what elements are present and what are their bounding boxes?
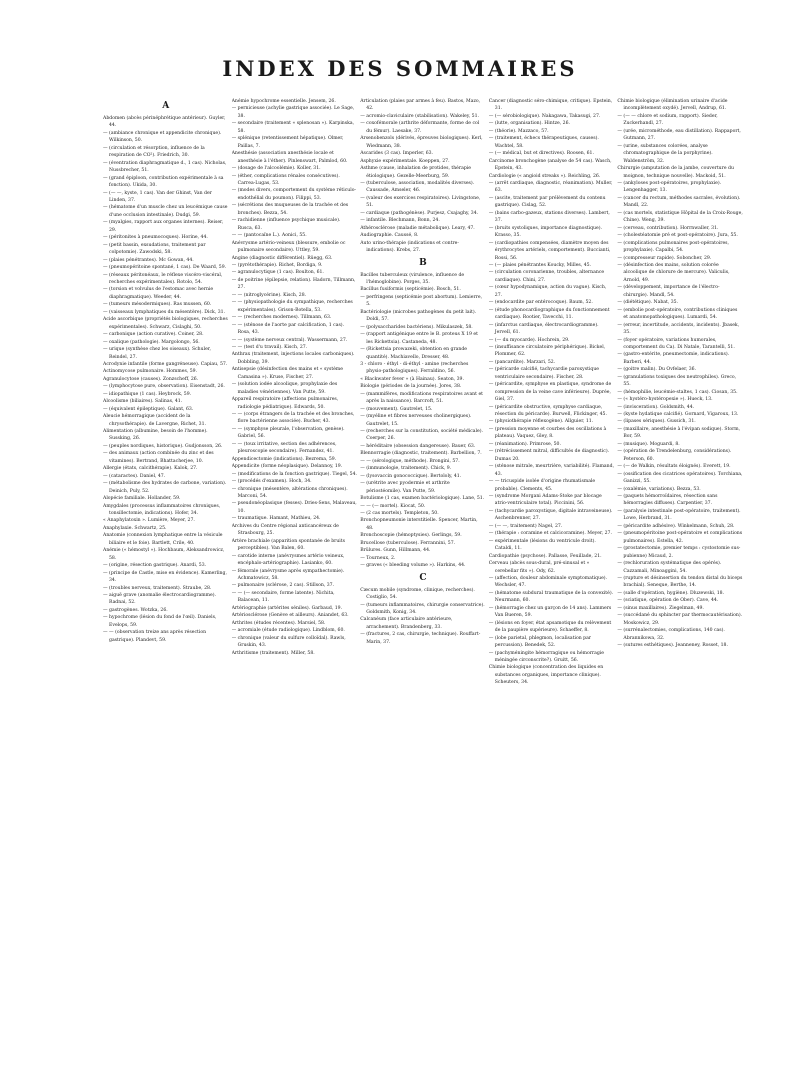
index-entry: Artériographie (artérites séniles). Garbaud, 19. xyxy=(231,605,343,611)
index-entry: — (— médical, but et directives). Roosen, 61. xyxy=(488,151,594,157)
index-entry: — — (corps étrangers de la trachée et des bronches, flore bactérienne associée). Bucher, 43. xyxy=(231,412,355,425)
index-entry: — (urée, microméthode, eau distillation). Rappaport, Gutmann, 27. xyxy=(617,128,741,142)
index-entry: — (salle d'opération, hygiène). Dluzewski, 18. xyxy=(617,590,725,596)
index-entry: — (sténose mitrale, meurtrière, variabilité). Flamand, 43. xyxy=(488,464,615,477)
index-entry: Asphyxie expérimentale. Koeppen, 27. xyxy=(360,158,450,164)
index-entry: — (— — chlore et sodium, rapport). Sieder, Zuckerhandl, 27. xyxy=(617,113,718,127)
index-entry: — (hématome d'un muscle chez un leucémique cause d'une occlusion intestinale). Dudgi, 59. xyxy=(103,205,228,218)
index-entry: — (troubles nerveux, traitement). Straube, 28. xyxy=(103,585,212,591)
index-entry: Abdomen (abcès périnéphrétique antérieur). Guyler, 44. xyxy=(103,116,226,129)
index-entry: — (granulations toxiques des neutrophiles). Greco, 55. xyxy=(617,374,737,388)
index-column xyxy=(103,98,229,1058)
index-entry: — (cœur hypodynamique, action du vague). Kisch, 27. xyxy=(488,285,607,298)
index-entry: — — (symphyse pleurale, l'observation, genèse). Gabriel, 56. xyxy=(231,426,345,440)
index-entry: Anévrysme artério-veineux (blessure, embolie oc pulmonaire secondaire). Uttley, 59. xyxy=(231,240,346,254)
index-entry: Chimie biologique (concentration des liquides en substances organiques, importance clinique). Scheuters, 34. xyxy=(488,665,604,686)
index-entry: Artériosclérose (Genève et ailleurs). Aniandet, 63. xyxy=(231,613,349,619)
index-entry: Amygdales (processus inflammatoires chroniques, tonsillectomie, indications). Hofer, 34. xyxy=(103,503,221,517)
index-entry: — (solution iodée alcoolique, prophylaxie des maladies vénériennes). Van Putte, 59. xyxy=(231,382,338,395)
index-entry: — (lésions en foyer, état apsamotique du relèvement de la paupière supérieure). Schaeffer, 8. xyxy=(488,620,612,634)
index-entry: — (fractures, 2 cas, chirurgie, technique). Rouffart-Marin, 37. xyxy=(360,632,481,645)
index-entry: — (lipases sériques). Gussich, 31. xyxy=(617,419,696,425)
index-entry: — (lutte, organisation). Hintze, 26. xyxy=(488,121,570,127)
index-entry: — cardiaque (pathogénèse). Purjesz, Csajaghy, 34. xyxy=(360,210,479,216)
index-entry: — carotide interne (anévrysmes artério veineux, encéphalo-artériographie). Lasianko, 60. xyxy=(231,553,345,567)
index-entry: — (urine, substances colorées, analyse chromatographique de la porphyrine). Waldenström, 32. xyxy=(617,143,713,164)
index-entry: Antisepsie (désinfection des mains et « système Camasina »). Kruse, Fischer, 27. xyxy=(231,367,343,380)
index-entry: — (cataractes). Daniel, 47. xyxy=(103,473,166,479)
index-entry: Ascarides (3 cas). Imperler, 63. xyxy=(360,151,434,157)
index-entry: Arsenobenzols (dérivés, épreuves biologiques). Kerl, Wiedmann, 38. xyxy=(360,136,483,149)
index-entry: — (cancer du rectum, méthodes sacrales, évolution). Mandl, 22. xyxy=(617,195,741,209)
index-entry: — (modifications de la fonction gastrique). Tiegel, 54. xyxy=(231,471,357,477)
index-column xyxy=(232,98,358,1058)
index-entry: — splénique (retentissement hépatique). Olmer, Paillas, 7. xyxy=(231,136,344,149)
index-entry: — (foyer opératoire, variations humorales, comportement du Ca). Di Natale, Tarantelli, 51. xyxy=(617,337,735,350)
index-entry: Anatomie (connexion lymphatique entre la vésicule biliaire et le foie). Bartlett, Crile, 40. xyxy=(103,533,223,546)
index-entry: — (vaisseaux lymphatiques du mésentère). Dick, 31. xyxy=(103,309,226,315)
index-entry: Actinomycose pulmonaire. Hommes, 59. xyxy=(103,369,198,375)
index-entry: — (théorie). Mazzaco, 57. xyxy=(488,128,549,134)
index-entry: — expérimentale (lésions du ventricule droit). Cataldi, 11. xyxy=(488,538,596,552)
index-entry: Bacilles tuberculeux (virulence, influence de l'hémoglobine). Porges, 35. xyxy=(360,272,465,285)
index-entry: — (péricardite adhésive). Winkelmann, Schuh, 28. xyxy=(617,523,735,529)
index-entry: — (pyrétothérapie). Richet, Bordiga, 9. xyxy=(231,262,323,268)
index-entry: — (thérapie : coramine et calcicoramine). Meyer, 27. xyxy=(488,531,612,537)
index-entry: — (rechloruration systématique des opérés). Cazzamali, Minoaggini, 54. xyxy=(617,561,722,574)
index-entry: — (étude phonocardiographique du fonctionnement cardiaque). Rootier, Tavecchi, 11. xyxy=(488,307,610,321)
index-entry: — pulmonaire (sclérose, 2 cas). Stillson, 37. xyxy=(231,583,335,589)
index-entry: — (équivalent épileptique). Galant, 63. xyxy=(103,406,194,412)
index-entry: — (pachyméningite hémorragique ou hémorragie méningée circonscrite?). Gruitt, 56. xyxy=(488,650,604,663)
index-entry: — (circulation et résorption, influence de la respiration de CO²). Friedrich, 30. xyxy=(103,145,205,159)
index-entry: Alimentation (albumine, besoin de l'homme). Sussking, 26. xyxy=(103,429,208,442)
index-entry: — (paralysie intestinale post-opératoire, traitement). Lowe, Herbrand, 31. xyxy=(617,508,741,522)
index-entry: Carcinome bronchogène (analyse de 54 cas). Wasch, Epstein, 43. xyxy=(488,158,612,172)
index-entry: — (péricardite obstructive, symphyse cardiaque, résection du péricarde). Burwell, Flickinger, 45. xyxy=(488,404,607,418)
index-entry: — (cas mortels, statistique Hôpital de la Croix-Rouge, Chine). Weng, 39. xyxy=(617,210,743,224)
index-entry: Athérosclérose (maladie métabolique). Leary, 47. xyxy=(360,225,475,231)
index-entry: Bacillus fusiformis (septicémie). Bosch, 51. xyxy=(360,287,461,293)
index-entry: Chimie biologique (élimination urinaire d'acide incomplètement oxydé). Jervell, Andrup, 61. xyxy=(617,99,728,112)
index-entry: — (modes divers, comportement du système réticulo-endothélial du poumon). Filippi, 53. xyxy=(231,188,357,201)
index-entry: Angine (diagnostic différentiel). Rüegg, 63. xyxy=(231,255,333,261)
index-entry: Brûlures. Gunn, Hillmann, 44. xyxy=(360,548,431,554)
index-entry: Bactériologie (microbes pathogènes du petit lait). Doldi, 57. xyxy=(360,309,477,323)
index-entry: Anémie (« hémostyl »). Hochbaum, Aleksandrowicz, 58. xyxy=(103,548,225,561)
index-entry: — (— —, kyste, 1 cas). Van der Ghinst, Van der Linden, 37. xyxy=(103,190,212,203)
index-entry: — fémorale (anévrysme après sympathectomie). Achmatowicz, 58. xyxy=(231,568,345,581)
index-entry: — (ascite, traitement par prélèvement du contenu gastrique). Cislag, 52. xyxy=(488,195,606,209)
index-entry: — urique (synthèse chez les oiseaux). Schuler, Reindel, 27. xyxy=(103,347,211,360)
index-entry: — (hématome subdural traumatique de la convexité). Neurmann, 60. xyxy=(488,590,614,604)
index-entry: — (péritonites à pneumocoques). Horine, 44. xyxy=(103,235,208,241)
index-entry: — — (— mortel). Kiocat, 50. xyxy=(360,503,426,509)
index-entry: — (plaies pénétrantes). Mc Gowan, 44. xyxy=(103,257,194,263)
index-entry: — — (recherches modernes). Tillmann, 63. xyxy=(231,315,332,321)
index-entry: — (sinus maxillaires). Ziegelman, 49. xyxy=(617,605,704,611)
index-entry: Cardiologie (« angioid streaks »). Reichling, 26. xyxy=(488,173,601,179)
index-entry: — (métabolisme des hydrates de carbone, variation). Deinich, Puly, 52. xyxy=(103,481,227,494)
index-entry: — (tachycardie paroxystique, digitale intraveineuse). Aschenbrenner, 27. xyxy=(488,508,613,522)
index-entry: Acide ascorbique (propriétés biologiques, recherches expérimentales). Schwarz, Cislaghi, 50. xyxy=(103,317,228,330)
index-entry: — pernicieuse (achylie gastrique associée). Le Sage, 38. xyxy=(231,106,355,119)
index-entry: Cardiopathie (psychose). Pallasse, Feuillade, 21. xyxy=(488,553,602,559)
index-entry: — (procédés d'examen). Hoch, 34. xyxy=(231,479,312,485)
index-entry: — (sécrétions des muqueuses de la trachée et des bronches). Bezza, 54. xyxy=(231,203,349,216)
index-entry: — (bains carbo-gazeux, stations diverses). Lambert, 37. xyxy=(488,210,610,224)
index-entry: — (endocardite par entérocoque). Baum, 52. xyxy=(488,300,593,306)
index-entry: — (mammifères, modifications respiratoires avant et après la naissance). Barcroft, 51. xyxy=(360,391,484,405)
index-entry: — (— —, traitement) Nagel, 27. xyxy=(488,523,563,529)
index-entry: — (rétrécissement mitral, difficultés de diagnostic). Dumas 20. xyxy=(488,449,610,462)
index-entry: — (urétrite avec pyodermie et arthrite périostéomile). Van Putte, 59. xyxy=(360,481,450,494)
index-entry: Chirurgie (amputation de la jambe, couverture du moignon, technique nouvelle). Mackoid, 51. xyxy=(617,166,734,179)
index-entry: — (cardiopathies compensées, diamètre moyen des érythrocytes artériels, comportement). Buccianti, Rossi, 56. xyxy=(488,240,611,261)
index-entry: — secondaire (traitement « splenosan »). Karpinska, 58. xyxy=(231,121,355,134)
index-entry: Bronchoscopie (hémoptysies). Gerlings, 59. xyxy=(360,533,462,539)
index-entry: — perfringens (septicémie post abortum). Lemierre, 5. xyxy=(360,294,483,308)
index-entry: — — (système nerveux central). Wassermann, 27. xyxy=(231,337,348,343)
index-entry: — (erreur, incertitude, accidents, incidents). Jbasek, 35. xyxy=(617,322,740,336)
index-entry: — (rapport antigénique entre le B. proteus X 19 et les Rickettsia). Castaneda, 48. xyxy=(360,332,478,345)
index-entry: — — (nitroglycérine). Kisch, 28. xyxy=(231,292,307,298)
index-entry: — (pression moyenne et courbes des oscillations à plateau). Vaquez, Gley, 8. xyxy=(488,426,607,440)
index-entry: Cancer (diagnostic séro-chimique, critique). Epstein, 31. xyxy=(488,99,613,112)
index-entry: — coxofémorale (arthrite déformante, forme de col du fémur). Laesake, 37. xyxy=(360,121,480,134)
index-entry: Calcanéum (face articulaire antérieure, arrachement). Brandenberg, 33. xyxy=(360,617,453,630)
index-entry: Appendicectomie (indications). Bezrema, 59. xyxy=(231,456,337,462)
index-entry: — (surrénalectomies, complications, 140 cas). Abrannikowa, 32. xyxy=(617,628,725,641)
index-entry: — pseudonéoplasique (fesses). Dries-Sens, Malaveau, 10. xyxy=(231,501,357,514)
index-entry: — oxalique (pathologie). Margolongo, 56. xyxy=(103,339,200,345)
index-entry: — infantile. Blechmann, Bonn, 24. xyxy=(360,218,440,224)
index-entry: Alopécie familiale. Hollander, 59. xyxy=(103,496,181,502)
index-entry: Arthrites (études récentes). Marsiel, 58. xyxy=(231,620,326,626)
index-entry: — (myalgies, rapport aux organes internes). Reiser, 29. xyxy=(103,220,224,233)
index-entry: — rachidienne (influence psychique musicale). Rusca, 63. xyxy=(231,218,341,231)
index-entry: — (— plaies pénétrantes Koucky, Milles, 45. xyxy=(488,262,592,268)
index-entry: Aleucie hémorragique (accident de la chrysothérapie). de Lavergne, Richet, 31. xyxy=(103,414,206,427)
index-entry: — (valeur des exercices respiratoires). Livingstone, 51. xyxy=(360,195,481,209)
index-entry: — (réanimation). Primrose, 50. xyxy=(488,441,561,447)
index-entry: Brucellose (tuberculose). Ferrannini, 57. xyxy=(360,540,456,546)
index-entry: Artère brachiale (apparition spontanée de bruits perceptibles). Van Balen, 60. xyxy=(231,538,345,552)
index-entry: Blennorragie (diagnostic, traitement). Barbellion, 7. xyxy=(360,451,482,457)
index-entry: — (lymphocytose pure, observation). Eisenstadt, 26. xyxy=(103,384,225,390)
index-entry: Auto urino-thérapie (indications et contre-indications). Krebs, 27. xyxy=(360,240,459,254)
index-entry: — — (physiopathologie du sympathique, recherches expérimentales). Grison-Botella, 53. xyxy=(231,300,353,313)
index-entry: — (cholestéatomie pré et post-opératoire). Jura, 55. xyxy=(617,233,738,239)
index-entry: — (traitement, échecs thérapeutiques, causes). Wachtel, 58. xyxy=(488,136,599,149)
index-entry: — (physiothérapie réflexogène). Allguier, 11. xyxy=(488,419,594,425)
index-entry: — (infarctus cardiaque, électrocardiogramme). Jervell, 61. xyxy=(488,322,599,336)
index-entry: Biologie (périodes de la journée). Jores, 38. xyxy=(360,384,462,390)
page-title: INDEX DES SOMMAIRES xyxy=(222,56,578,81)
index-entry: — (ambiance chronique et appendicite chronique). Wilkinson, 50. xyxy=(103,130,222,144)
index-entry: — (cerveau, contribution). Horrnwaller, 31. xyxy=(617,225,719,231)
index-entry: Audiographie. Caussé, 8. xyxy=(360,233,419,239)
index-entry: Agranulocytose (causes). Zonzscheff, 26. xyxy=(103,376,199,382)
index-entry: — (principe de Castle, mise en évidence). Kamerling, 34. xyxy=(103,570,227,584)
index-entry: — (immunologie, traitement). Chick, 9. xyxy=(360,466,452,472)
index-entry: Appendicite (forme néoplasique). Delannoy, 19. xyxy=(231,464,343,470)
index-entry: — aiguë grave (anomalie électrocardiogramme). Radnai, 52. xyxy=(103,593,216,606)
index-entry: — (maxillaire, anesthésie à l'évipan sodique). Storm, Bor, 59. xyxy=(617,426,741,440)
index-entry: — — (pantocaïne L.). Aonici, 55. xyxy=(231,233,307,239)
index-entry: — (invisceration). Goldsmith, 44. xyxy=(617,404,695,410)
index-entry: Anaphylaxie. Schwartz, 25. xyxy=(103,525,167,531)
index-entry: — (gastro-entérite, pneumectomie, indications). Barberi, 44. xyxy=(617,352,730,365)
index-entry: — (rupture et désinsertion du tendon distal du biceps brachial). Seneque, Berthe, 14. xyxy=(617,576,743,589)
index-entry: — — (sérologique, méthode). Brongini, 57. xyxy=(360,458,460,464)
index-entry: — héréditaire (obsession dangereuse). Bauer, 63. xyxy=(360,443,476,449)
section-letter: A xyxy=(162,101,170,111)
index-entry: — (torsion et volvulus de l'estomac avec hernie diaphragmatique). Weeder, 44. xyxy=(103,287,214,300)
index-entry: — (oxalémie, variations). Bezza, 53. xyxy=(617,486,701,492)
index-entry: Cæcum mobile (syndrome, clinique, recherches). Costiglio, 54. xyxy=(360,587,475,601)
index-entry: Allergie (états, calcithérapie). Kalok, 27. xyxy=(103,466,198,472)
index-entry: — (sciatique, opération de Ober). Cave, 44. xyxy=(617,598,719,604)
index-entry: — (tuberculose, association, modalités diverses). Caussade, Amseler, 46. xyxy=(360,180,475,194)
index-entry: « Blackwater fever » (à Hainau). Seaton, 39. xyxy=(360,376,464,382)
index-entry: — (pneumopéritoine post-opératoire et complications pulmonaires). Estella, 42. xyxy=(617,531,743,544)
index-column xyxy=(360,98,486,1058)
index-entry: — graves (« bleeding volume »). Harkins, 44. xyxy=(360,563,466,569)
index-entry: — idiopathique (1 cas). Heybrock, 59. xyxy=(103,391,192,397)
index-entry: — Tourneux, 2. xyxy=(360,555,396,561)
index-entry: — agranulocytique (1 cas). Boulton, 61. xyxy=(231,270,324,276)
index-entry: — hypochrome (lésion du fond de l'œil). Daniels, Evelops, 59. xyxy=(103,615,217,628)
index-entry: — — (sténose de l'aorte par calcification, 1 cas). Rosa, 43. xyxy=(231,322,345,336)
index-entry: — (pneumopéritoine spontané, 1 cas). De Waard, 59. xyxy=(103,265,227,271)
index-entry: Anémie hypochrome essentielle. Jensem, 26. xyxy=(231,99,336,104)
index-entry: — (Rickettsia prowazeki, obtention en grande quantité). Machiavello, Dresser, 48. xyxy=(360,347,467,360)
index-entry: — — tricuspide isolée d'origine rhumatismale probable). Clements, 45. xyxy=(488,479,596,492)
index-entry: Anthrax (traitement, injections locales carboniques). Dobbling, 39. xyxy=(231,352,355,365)
index-entry: — (petit bassin, exsudations, traitement par colpotomie). Zawodski, 58. xyxy=(103,242,206,256)
index-entry: — (désinfection des mains, solution colorée alcoolique de chlorure de mercure). Valiculis, Arnold, 49. xyxy=(617,262,730,283)
index-entry: — (hémophilie, leucémie-staltes, 1 cas). Ciosan, 35. xyxy=(617,389,738,395)
index-entry: — (paquets hémorroïdaires, résection sans hémorragies diffuses). Carpentier, 37. xyxy=(617,494,718,507)
index-entry: Cerveau (abcès sous-dural, pré-sinusal et « cerebellar fits »). Ody, 62. xyxy=(488,561,590,574)
index-entry: Bronchopneumonie interstitielle. Spencer, Martin, 48. xyxy=(360,518,478,531)
index-entry: — (— du myocarde). Hochrein, 29. xyxy=(488,337,570,343)
index-column xyxy=(489,98,615,1058)
section-letter: B xyxy=(419,257,427,268)
index-entry: Botulisme (1 cas, examen bactériologique). Lane, 51. xyxy=(360,496,485,502)
index-entry: — acromio-claviculaire (stabilisation). Wakeley, 51. xyxy=(360,113,479,119)
index-entry: — (myéline et fibres nerveuses cholinergiques). Gautrelet, 15. xyxy=(360,414,472,427)
index-entry: 3 - chloro - éthyl - di-éthyl - amine (recherches physio-pathologiques). Ferraldino, 56. xyxy=(360,361,469,375)
index-entry: — — (observation treize ans après résection gastrique). Plandevt, 59. xyxy=(103,630,207,643)
index-entry: — (hémorragie chez un garçon de 14 ans). Lammers Van Bueren, 59. xyxy=(488,605,612,619)
index-entry: — (— sérobiologique). Nakagawa, Takasugi, 27. xyxy=(488,113,601,119)
index-entry: — (circulation coronarienne, troubles, alternance cardiaque). Chini, 27. xyxy=(488,270,605,283)
index-entry: — (péricarde calcifié, tachycardie paroxystique ventriculaire secondaire). Fischer, 28. xyxy=(488,367,600,380)
index-entry: Arthritisme (traitement). Miller, 58. xyxy=(231,650,315,656)
index-entry: — (éventration diaphragmatique d., 1 cas). Nicholas, Nussbrecher, 51. xyxy=(103,160,227,174)
index-entry: — (succédané du sphincter par thermocautérisation). Moskowicz, 29. xyxy=(617,613,743,626)
index-entry: — — (toux irritative, section des adhérences, pleuroscopie secondaire). Fernandez, 41. xyxy=(231,441,337,455)
index-entry: — (embolie post-opératoire, contributions cliniques et anatomopathologiques). Lumardi, 54. xyxy=(617,307,738,321)
index-entry: — (« hystéro-hystéropexie »). Hueck, 13. xyxy=(617,397,713,403)
index-entry: Alcoolisme (biliaires). Salinas, 41. xyxy=(103,399,183,405)
section-letter: C xyxy=(419,572,427,583)
index-entry: — (complications pulmonaires post-opératoires, prophylaxie). Capalbi, 54. xyxy=(617,240,729,254)
index-entry: Appareil respiratoire (affections pulmonaires, radiologie pédiatrique). Edwards, 50. xyxy=(231,397,339,410)
index-entry: — des animaux (action combinée du zinc et des vitamines). Bertrand, Bhattacherjee, 10. xyxy=(103,451,214,464)
index-entry: — (ossification des cicatrices opératoires). Torchiana, Ganizzi, 55. xyxy=(617,471,743,485)
index-entry: — carbonique (action curative). Coiner, 28. xyxy=(103,332,204,338)
index-entry: — (insuffisance circulatoire périphérique). Bickel, Plommer, 62. xyxy=(488,344,606,358)
index-entry: — (peuples nordiques, historique). Gudjonsson, 26. xyxy=(103,443,223,449)
index-entry: — (développement, importance de l'électro-chirurgie). Mandl, 54. xyxy=(617,285,720,298)
index-entry: — acromiale (étude radiologique). Lindblom, 60. xyxy=(231,628,345,634)
index-entry: — — (— secondaire, forme latente). Nichita, Balacean, 11. xyxy=(231,590,335,604)
index-entry: Articulation (plaies par armes à feu). Bastos, Mazo, 42. xyxy=(360,99,481,112)
index-entry: — (tumeurs mésodermiques). Ras mussen, 60. xyxy=(103,302,212,308)
index-entry: — (réseaux péritonéaux, le réflexe viscéro-viscéral, recherches expérimentales). Rotolo, 54. xyxy=(103,272,223,285)
index-entry: — (musique). Moguardi, 8. xyxy=(617,441,680,447)
index-entry: — chronique (valeur du sulfure colloïdal). Rawls, Gruskin, 43. xyxy=(231,635,346,649)
index-entry: — (lysovaccin gonococcique). Bertololy, 41. xyxy=(360,473,462,479)
index-column xyxy=(617,98,743,1058)
index-entry: — (recherches sur la constitution, société médicale). Coerper, 26. xyxy=(360,429,483,442)
index-entry: — (prostatectomie, premier temps : cystostomie sus-pubienne) Micaud, 2. xyxy=(617,546,741,559)
index-columns xyxy=(103,98,743,1058)
index-entry: Asthme (cause, inhalation de protides, thérapie étiologique). Gezelle-Meerburg, 59. xyxy=(360,166,471,179)
index-entry: — (éther, complications rénales consécutives). Carrea-Lugas, 53. xyxy=(231,173,340,186)
index-entry: — gastrogènes. Wotzka, 26. xyxy=(103,607,168,613)
index-entry: — (tumeurs inflammatoires, chirurgie conservatrice). Goldsmith, Konig, 34. xyxy=(360,602,485,615)
index-entry: — (dosage de l'alcoolémie). Koller, 31. xyxy=(231,166,321,172)
index-entry: — (pancardite). Marzari, 52. xyxy=(488,359,556,365)
index-entry: — (syndrome Morgani Adams-Stoke par blocage atrio-ventriculaire total). Piccinini, 56. xyxy=(488,494,602,507)
index-entry: — (arrêt cardiaque, diagnostic, réanimation). Muller, 63. xyxy=(488,180,613,194)
index-entry: — chronique (mésentère, altérations chroniques). Marconi, 54. xyxy=(231,486,348,500)
index-entry: Archives du Centre régional anticancéreux de Strasbourg, 25. xyxy=(231,523,339,537)
index-entry: Anesthésie (association anesthésie locale et anesthésie à l'éther). Pinlenswart, Palmlod, 60. xyxy=(231,151,348,164)
index-entry: — (sutures esthétiques). Jeanneney, Rosset, 18. xyxy=(617,643,728,649)
index-entry: — (polysaccharides bactériens). Mikulaszek, 58. xyxy=(360,324,473,330)
index-entry: — (mouvement). Gautrelet, 15. xyxy=(360,406,433,412)
index-entry: — (— de Walkin, résultats éloignés). Everett, 19. xyxy=(617,464,731,470)
index-entry: Acrodynie infantile (forme gangréneuse). Capiau, 57. xyxy=(103,361,228,367)
index-entry: — (grand épiploon, contribution expérimentale à sa fonction). Ukida, 30. xyxy=(103,175,224,189)
index-entry: — (2 cas mortels). Templeton, 50. xyxy=(360,511,439,517)
index-entry: — (goitre malin). Du Ovfelaer, 36. xyxy=(617,367,697,373)
index-entry: — (ankyloses post-opératoires, prophylaxie). Lengenhagger, 13. xyxy=(617,180,722,194)
index-entry: — (diététique). Nabat, 35. xyxy=(617,300,679,306)
index-entry: — — (test d'u travail). Kisch, 27. xyxy=(231,344,308,350)
index-entry: « Anaphylatoxin ». Lumière, Meyer, 27. xyxy=(103,518,195,524)
index-entry: — (compresseur rapide). Soboncher, 29. xyxy=(617,255,712,261)
index-entry: — (origine, résection gastrique). Anardi, 53. xyxy=(103,563,207,569)
index-entry: — (opération de Trendelenburg, considérations). Peterson, 60. xyxy=(617,449,732,462)
index-entry: — (affection, douleur abdominale symptomatique). Wechsler, 47. xyxy=(488,576,608,589)
index-entry: — (lobe parietal, phlegmon, localisation par percussion). Benedek, 52. xyxy=(488,635,592,649)
index-entry: — (bruits systoliques, importance diagnostique). Krasso, 35. xyxy=(488,225,602,239)
index-entry: — (kyste hydatique calcifié). Gornard, Vigaroux, 13. xyxy=(617,412,739,418)
index-entry: — traumatique. Hamant, Mathieu, 24. xyxy=(231,516,321,522)
index-entry: — (péricardite, symphyse en plastique, syndrome de compression de la veine cave inférieure). Duprée, Giel, 37. xyxy=(488,382,612,403)
index-entry: — de poitrine (épilepsie, relation). Hadorn, Tillmann, 27. xyxy=(231,277,356,291)
